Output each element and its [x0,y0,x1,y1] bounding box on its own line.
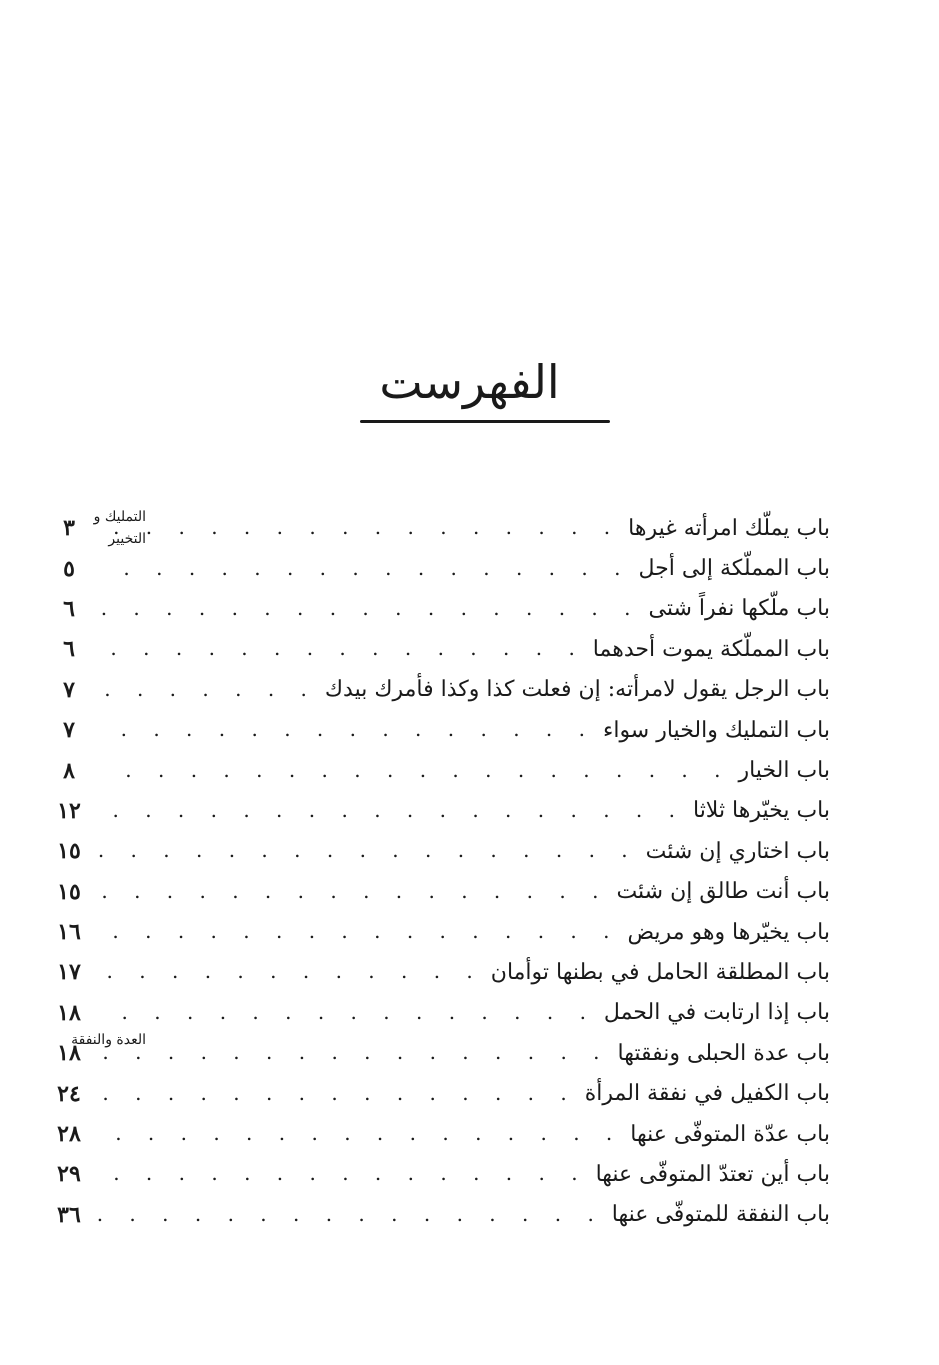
toc-entry-title: باب إذا ارتابت في الحمل [603,1000,830,1026]
toc-page-number: ٧ [63,676,75,703]
toc-page-number: ٣ [63,515,75,542]
toc-page-number: ١٨ [57,1040,81,1067]
toc-leader-dots [98,800,685,822]
toc-row [40,710,830,750]
toc-page-number: ٦ [63,636,75,663]
toc-leader-dots [98,1204,604,1226]
toc-row [40,629,830,669]
toc-leader-dots [98,881,608,903]
toc-leader-dots [98,1163,588,1185]
toc-entry-title: باب التمليك والخيار سواء [602,717,830,743]
toc-page-number: ٢٨ [57,1121,81,1148]
margin-note-section [60,506,146,550]
toc-entry-title: باب عدة الحبلى ونفقتها [617,1040,830,1066]
toc-entry-title: باب المطلقة الحامل في بطنها توأمان [490,959,830,985]
toc-row [40,791,830,831]
toc-row [40,1033,830,1073]
toc-row [40,548,830,588]
toc-page-number: ١٥ [57,838,81,865]
page-title: الفهرست [379,355,560,409]
toc-entry-title: باب الكفيل في نفقة المرأة [584,1081,830,1107]
toc-entry-title: باب المملّكة يموت أحدهما [592,636,830,662]
toc-leader-dots [98,1123,622,1145]
toc-entry-title: باب النفقة للمتوفّى عنها [611,1202,830,1228]
toc-entry-title: باب اختاري إن شئت [645,838,830,864]
toc-leader-dots [98,598,641,620]
toc-row [40,589,830,629]
toc-page-number: ٣٦ [57,1201,81,1228]
toc-row [40,1114,830,1154]
toc-row [40,993,830,1033]
table-of-contents [40,508,830,1235]
toc-row [40,831,830,871]
toc-leader-dots [98,760,730,782]
toc-row [40,1073,830,1113]
toc-leader-dots [98,961,483,983]
toc-page-number: ٢٤ [57,1080,81,1107]
toc-leader-dots [98,558,630,580]
toc-entry-title: باب الخيار [738,758,830,784]
toc-leader-dots [98,1002,596,1024]
toc-row [40,670,830,710]
toc-page-number: ١٥ [57,878,81,905]
toc-page-number: ٦ [63,595,75,622]
toc-row [40,508,830,548]
toc-entry-title: باب أنت طالق إن شئت [616,879,830,905]
toc-row [40,912,830,952]
toc-page-number: ٧ [63,717,75,744]
title-underline [360,420,610,423]
toc-page-number: ١٦ [57,919,81,946]
toc-leader-dots [98,921,619,943]
toc-leader-dots [98,638,585,660]
margin-note-line: العدة والنفقة [71,1032,146,1048]
toc-leader-dots [98,517,620,539]
toc-entry-title: باب الرجل يقول لامرأته: إن فعلت كذا وكذا فأمرك بيدك [324,677,830,703]
toc-page-number: ١٢ [57,797,81,824]
toc-page-number: ٨ [63,757,75,784]
margin-note-line: التمليك و [93,509,146,525]
toc-entry-title: باب يخيّرها ثلاثا [692,798,830,824]
toc-row [40,872,830,912]
toc-leader-dots [98,1083,577,1105]
toc-page-number: ١٧ [57,959,81,986]
toc-row [40,952,830,992]
toc-entry-title: باب ملّكها نفراً شتى [648,596,830,622]
toc-entry-title: باب يملّك امرأته غيرها [628,515,830,541]
toc-entry-title: باب عدّة المتوفّى عنها [630,1121,830,1147]
toc-page-number: ٢٩ [57,1161,81,1188]
toc-row [40,1154,830,1194]
toc-entry-title: باب المملّكة إلى أجل [638,556,830,582]
margin-note-section [40,1029,146,1051]
margin-note-line: التخيير [108,531,146,547]
toc-row [40,750,830,790]
toc-leader-dots [98,679,317,701]
toc-page-number: ٥ [63,555,75,582]
toc-row [40,1195,830,1235]
toc-leader-dots [98,840,638,862]
toc-entry-title: باب يخيّرها وهو مريض [627,919,830,945]
toc-page-number: ١٨ [57,999,81,1026]
toc-entry-title: باب أين تعتدّ المتوفّى عنها [595,1161,830,1187]
toc-leader-dots [98,719,595,741]
toc-leader-dots [98,1042,610,1064]
